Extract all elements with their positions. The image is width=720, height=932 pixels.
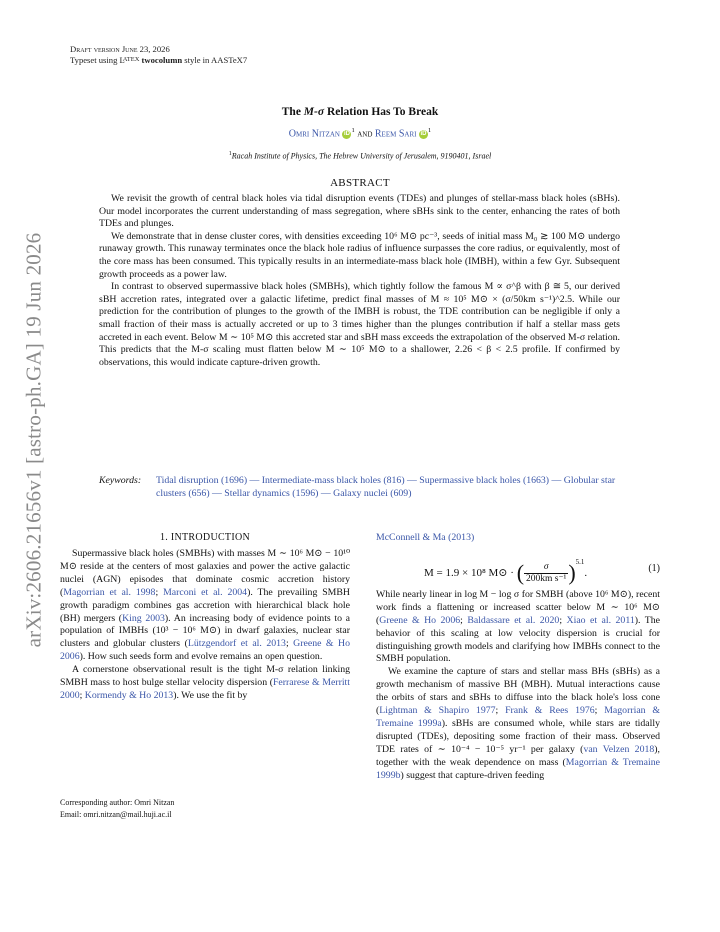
citation-link[interactable]: Baldassare et al. 2020 [467, 614, 560, 626]
keywords [99, 475, 620, 500]
citation-link[interactable]: Magorrian et al. 1998 [63, 586, 156, 598]
intro-paragraph: Supermassive black holes (SMBHs) with masses M ∼ 10⁶ M⊙ − 10¹⁰ M⊙ reside at the centers of most galaxies and power the active galactic nuclei (AGN) episodes that dominate cosmic accretion history (Magorrian et al. 1998; Marconi et al. 2004). The prevailing SMBH growth paradigm combines gas accretion with hierarchical black hole (BH) mergers (King 2003). An increasing body of evidence points to a population of IMBHs (10³ − 10⁶ M⊙) in dwarf galaxies, nuclear star clusters and globular clusters (Lützgendorf et al. 2013; Greene & Ho 2006). How such seeds form and evolve remains an open question. [60, 548, 351, 663]
citation-link[interactable]: Xiao et al. 2011 [566, 614, 635, 626]
abstract-heading: ABSTRACT [330, 177, 390, 189]
equation-number: (1) [648, 562, 660, 574]
citation-link[interactable]: Marconi et al. 2004 [163, 586, 248, 598]
citation-link[interactable]: King 2003 [122, 612, 165, 624]
left-column [60, 548, 350, 703]
abstract-paragraph: In contrast to observed supermassive black holes (SMBHs), which tightly follow the famous M ∝ σ^β with β ≅ 5, our derived sBH accretion rates, integrated over a galactic lifetime, predict final masses of M ≈ 10⁵ M⊙ × (σ/50km s⁻¹)^2.5. While our prediction for the contribution of plunges to the growth of the IMBH is robust, the TDE contribution can be negligible if only a small fraction of their mass is actually accreted or up to 3 times higher than the plunges contribution if half a stellar mass gets accreted in each event. Below M ∼ 10⁵ M⊙ this accreted star and sBH mass exceeds the extrapolation of the observed M-σ relation. This predicts that the M-σ scaling must flatten below M ∼ 10⁵ M⊙ to a shallower, 2.26 < β < 2.5 profile. If confirmed by observations, this would indicate capture-driven growth. [99, 281, 620, 368]
email-link[interactable]: Email: omri.nitzan@mail.huji.ac.il [60, 810, 172, 819]
author-line: Omri Nitzan $iD^1$ and Reem Sari $iD^1$ [288, 127, 432, 140]
citation-link[interactable]: Lützgendorf et al. 2013 [187, 638, 286, 650]
citation-link[interactable]: Frank & Rees 1976 [505, 705, 595, 717]
intro-paragraph-continued [376, 532, 660, 545]
citation-link[interactable]: Greene & Ho 2006 [379, 614, 461, 626]
corresponding-author-note [60, 797, 174, 821]
intro-paragraph: We examine the capture of stars and stellar mass BHs (sBHs) as a growth mechanism of massive BH (MBH). Mutual interactions cause the orbits of stars and sBHs to diffuse into the black hole's loss cone (Lightman & Shapiro 1977; Frank & Rees 1976; Magorrian & Tremaine 1999a). sBHs are consumed whole, while stars are tidally disrupted (TDEs), depositing some fraction of their mass. Observed TDE rates of ∼ 10⁻⁴ − 10⁻⁵ yr⁻¹ per galaxy (van Velzen 2018), together with the weak dependence on mass (Magorrian & Tremaine 1999b) suggest that capture-driven feeding [376, 666, 661, 781]
section-heading-introduction: 1. INTRODUCTION [159, 532, 251, 543]
arxiv-stamp: arXiv:2606.21656v1 [astro-ph.GA] 19 Jun 2026 [21, 232, 46, 648]
right-column [376, 532, 660, 783]
paper-title: The M-σ Relation Has To Break [281, 106, 439, 118]
citation-link[interactable]: van Velzen 2018 [583, 743, 655, 755]
abstract-paragraph: We demonstrate that in dense cluster cores, with densities exceeding 10⁶ M⊙ pc⁻³, seeds of initial mass M₀ ≳ 100 M⊙ undergo runaway growth. This runaway terminates once the black hole radius of influence surpasses the core radius, or equivalently, most of the core mass has been consumed. This typically results in an intermediate-mass black hole (IMBH), within a few Gyr. Subsequent growth proceeds as a power law. [99, 230, 620, 280]
corresponding-author: Corresponding author: Omri Nitzan [60, 798, 175, 807]
citation-link[interactable]: Lightman & Shapiro 1977 [379, 705, 496, 717]
orcid-icon[interactable]: iD [343, 131, 350, 138]
keywords-list[interactable]: Tidal disruption (1696) — Intermediate-mass black holes (816) — Supermassive black holes (1663) — Globular star clusters (656) — Stellar dynamics (1596) — Galaxy nuclei (609) [156, 475, 616, 499]
intro-paragraph: A cornerstone observational result is the tight M-σ relation linking SMBH mass to host bulge stellar velocity dispersion (Ferrarese & Merritt 2000; Kormendy & Ho 2013). We use the fit by [60, 664, 350, 701]
citation-link[interactable]: Kormendy & Ho 2013 [84, 689, 174, 701]
citation-link[interactable]: Ferrarese & Merritt 2000 [60, 677, 350, 701]
abstract-body [99, 193, 620, 369]
equation-1: M = 1.9 × 10⁸ M⊙ · ( $\frac{\sigma}{\text{200km s⁻¹}}$ )$^{5.1}$. (1) [424, 557, 660, 585]
author-link-nitzan[interactable]: Omri Nitzan [288, 128, 340, 140]
typeset-line: Typeset using $L^{ATEX}$ twocolumn style in AASTeX7 [70, 55, 248, 65]
intro-paragraph: While nearly linear in log M − log σ for SMBH (above 10⁶ M⊙), recent work finds a flattening or increased scatter below M ∼ 10⁶ M⊙ (Greene & Ho 2006; Baldassare et al. 2020; Xiao et al. 2011). The behavior of this scaling at low velocity dispersion is crucial for distinguishing growth models and clarifying how IMBHs connect to the SMBH population. [376, 588, 661, 665]
affiliation: $^1$Racah Institute of Physics, The Hebrew University of Jerusalem, 9190401, Israel [228, 151, 492, 161]
author-link-sari[interactable]: Reem Sari [374, 128, 417, 140]
citation-link[interactable]: McConnell & Ma (2013) [376, 532, 475, 543]
keywords-label: Keywords: [99, 475, 142, 486]
citation-link[interactable]: Greene & Ho 2006 [60, 638, 351, 663]
draft-version-line: Draft version June 23, 2026 [70, 44, 170, 54]
orcid-icon[interactable]: iD [420, 131, 427, 138]
citation-link[interactable]: Magorrian & Tremaine 1999a [376, 705, 661, 729]
abstract-paragraph: We revisit the growth of central black holes via tidal disruption events (TDEs) and plunges of stellar-mass black holes (sBHs). Our model incorporates the current understanding of mass segregation, where sBHs sink to the center, enhancing the rates of both TDEs and plunges. [99, 193, 620, 230]
citation-link[interactable]: Magorrian & Tremaine 1999b [376, 756, 660, 781]
